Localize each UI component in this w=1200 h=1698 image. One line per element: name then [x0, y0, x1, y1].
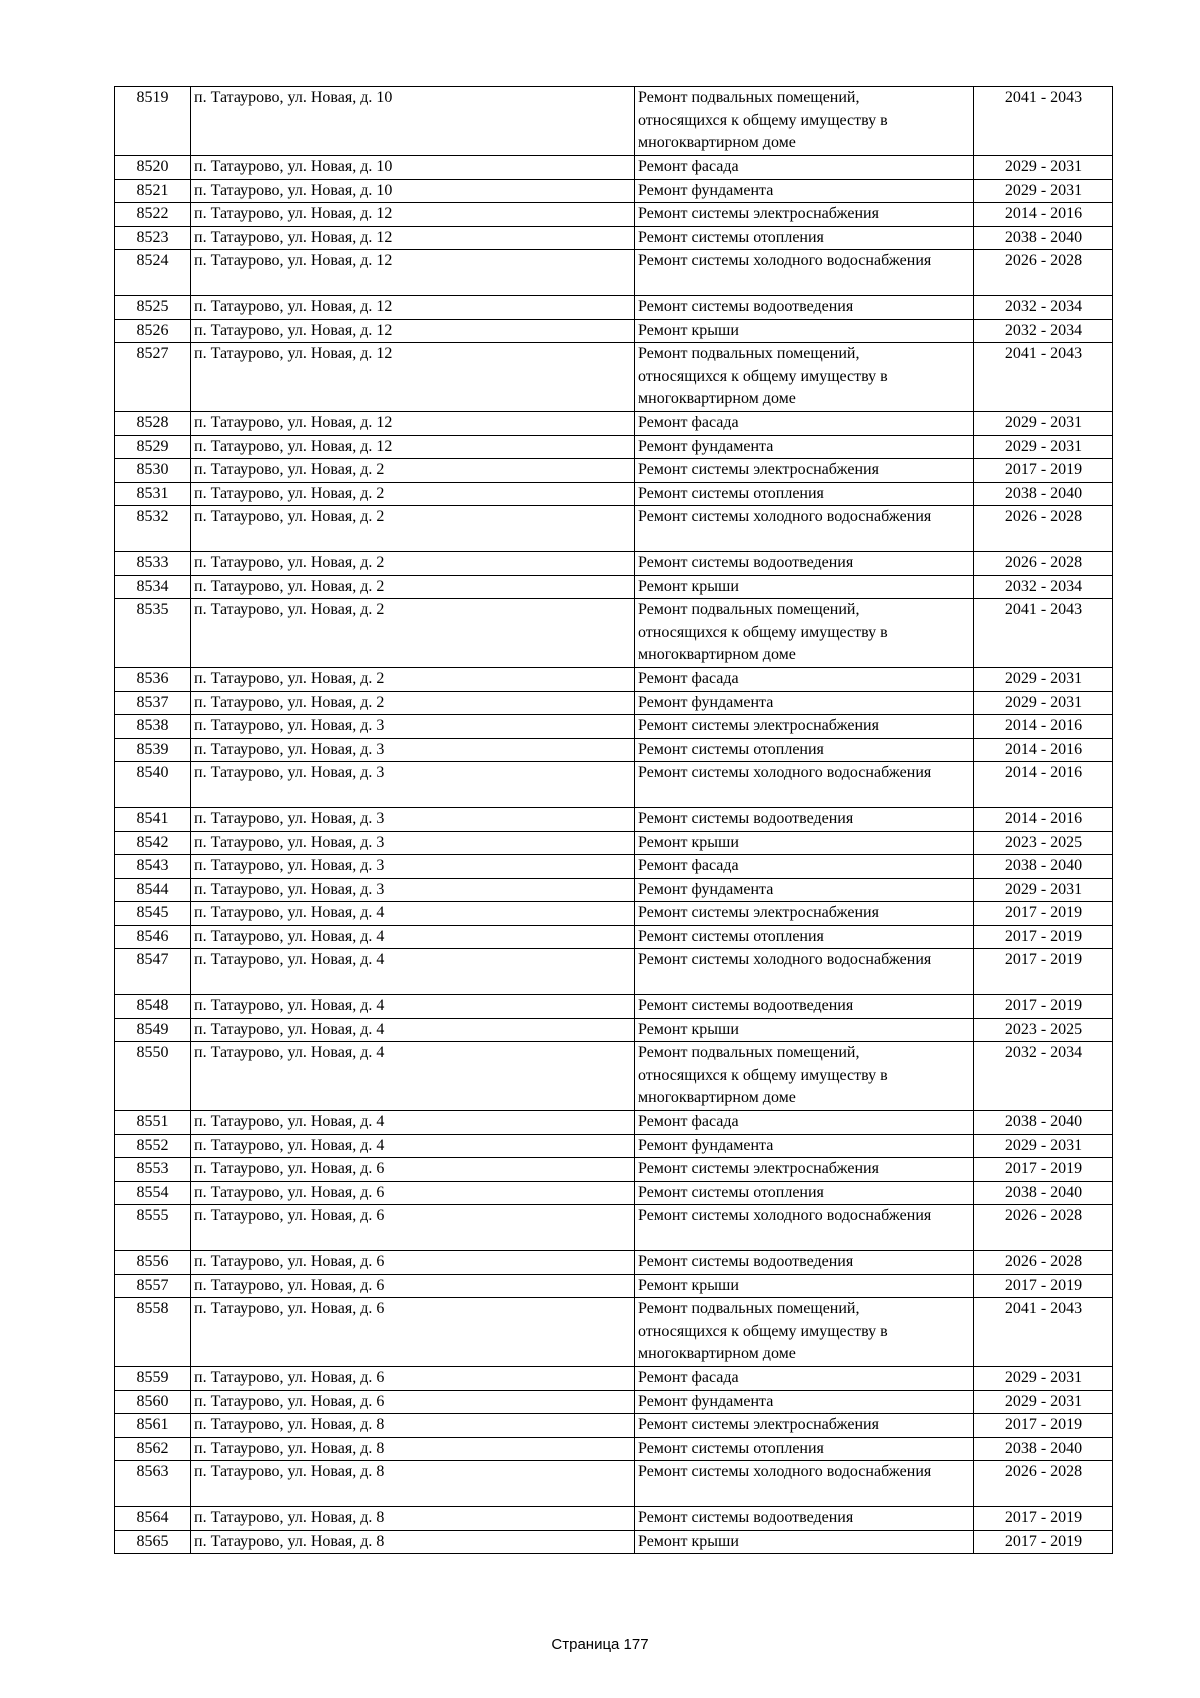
table-row — [115, 1298, 1113, 1367]
cell-period: 2017 - 2019 — [974, 1507, 1113, 1531]
cell-number: 8549 — [115, 1018, 191, 1042]
cell-work-type: Ремонт фундамента — [635, 878, 974, 902]
cell-work-type: Ремонт системы электроснабжения — [635, 1158, 974, 1182]
table-row — [115, 1134, 1113, 1158]
table-row — [115, 1461, 1113, 1507]
cell-work-type: Ремонт системы холодного водоснабжения — [635, 250, 974, 296]
table-row — [115, 1205, 1113, 1251]
cell-work-type: Ремонт крыши — [635, 319, 974, 343]
cell-number: 8534 — [115, 575, 191, 599]
table-row — [115, 1158, 1113, 1182]
cell-number: 8527 — [115, 343, 191, 412]
cell-period: 2029 - 2031 — [974, 878, 1113, 902]
cell-number: 8550 — [115, 1042, 191, 1111]
cell-work-type: Ремонт подвальных помещений, относящихся к общему имуществу в многоквартирном доме — [635, 599, 974, 668]
cell-address: п. Татаурово, ул. Новая, д. 10 — [191, 87, 635, 156]
page-number: Страница 177 — [551, 1636, 649, 1653]
cell-work-type: Ремонт системы отопления — [635, 482, 974, 506]
cell-work-type: Ремонт системы отопления — [635, 1437, 974, 1461]
cell-number: 8554 — [115, 1181, 191, 1205]
cell-number: 8520 — [115, 156, 191, 180]
table-row — [115, 762, 1113, 808]
cell-work-type: Ремонт системы электроснабжения — [635, 459, 974, 483]
cell-address: п. Татаурово, ул. Новая, д. 4 — [191, 1018, 635, 1042]
cell-period: 2041 - 2043 — [974, 599, 1113, 668]
cell-address: п. Татаурово, ул. Новая, д. 12 — [191, 412, 635, 436]
cell-work-type: Ремонт системы электроснабжения — [635, 203, 974, 227]
table-row — [115, 1018, 1113, 1042]
cell-work-type: Ремонт системы водоотведения — [635, 995, 974, 1019]
cell-work-type: Ремонт фундамента — [635, 691, 974, 715]
cell-number: 8563 — [115, 1461, 191, 1507]
cell-address: п. Татаурово, ул. Новая, д. 6 — [191, 1274, 635, 1298]
cell-number: 8538 — [115, 715, 191, 739]
cell-number: 8525 — [115, 296, 191, 320]
cell-address: п. Татаурово, ул. Новая, д. 6 — [191, 1298, 635, 1367]
cell-period: 2017 - 2019 — [974, 902, 1113, 926]
cell-address: п. Татаурово, ул. Новая, д. 8 — [191, 1507, 635, 1531]
cell-number: 8528 — [115, 412, 191, 436]
table-row — [115, 831, 1113, 855]
cell-address: п. Татаурово, ул. Новая, д. 12 — [191, 226, 635, 250]
cell-period: 2038 - 2040 — [974, 1437, 1113, 1461]
table-row — [115, 506, 1113, 552]
table-row — [115, 343, 1113, 412]
cell-number: 8557 — [115, 1274, 191, 1298]
cell-address: п. Татаурово, ул. Новая, д. 2 — [191, 691, 635, 715]
cell-address: п. Татаурово, ул. Новая, д. 3 — [191, 738, 635, 762]
cell-period: 2014 - 2016 — [974, 203, 1113, 227]
cell-address: п. Татаурово, ул. Новая, д. 2 — [191, 575, 635, 599]
table-row — [115, 179, 1113, 203]
cell-work-type: Ремонт системы водоотведения — [635, 1507, 974, 1531]
cell-period: 2026 - 2028 — [974, 1251, 1113, 1275]
cell-period: 2017 - 2019 — [974, 1530, 1113, 1554]
table-row — [115, 459, 1113, 483]
table-row — [115, 1111, 1113, 1135]
cell-work-type: Ремонт системы холодного водоснабжения — [635, 1205, 974, 1251]
cell-address: п. Татаурово, ул. Новая, д. 2 — [191, 482, 635, 506]
cell-period: 2017 - 2019 — [974, 1274, 1113, 1298]
cell-number: 8539 — [115, 738, 191, 762]
cell-address: п. Татаурово, ул. Новая, д. 6 — [191, 1158, 635, 1182]
table-row — [115, 1251, 1113, 1275]
cell-period: 2014 - 2016 — [974, 808, 1113, 832]
table-row — [115, 1414, 1113, 1438]
cell-number: 8552 — [115, 1134, 191, 1158]
cell-number: 8526 — [115, 319, 191, 343]
cell-number: 8558 — [115, 1298, 191, 1367]
cell-address: п. Татаурово, ул. Новая, д. 12 — [191, 343, 635, 412]
cell-number: 8533 — [115, 552, 191, 576]
cell-number: 8545 — [115, 902, 191, 926]
table-row — [115, 226, 1113, 250]
cell-number: 8556 — [115, 1251, 191, 1275]
cell-period: 2038 - 2040 — [974, 1181, 1113, 1205]
cell-period: 2026 - 2028 — [974, 1461, 1113, 1507]
cell-work-type: Ремонт крыши — [635, 1274, 974, 1298]
cell-address: п. Татаурово, ул. Новая, д. 6 — [191, 1181, 635, 1205]
cell-address: п. Татаурово, ул. Новая, д. 2 — [191, 506, 635, 552]
cell-address: п. Татаурово, ул. Новая, д. 2 — [191, 459, 635, 483]
cell-address: п. Татаурово, ул. Новая, д. 12 — [191, 296, 635, 320]
cell-address: п. Татаурово, ул. Новая, д. 10 — [191, 179, 635, 203]
cell-period: 2014 - 2016 — [974, 762, 1113, 808]
cell-work-type: Ремонт системы водоотведения — [635, 808, 974, 832]
cell-number: 8530 — [115, 459, 191, 483]
cell-period: 2041 - 2043 — [974, 343, 1113, 412]
table-row — [115, 296, 1113, 320]
cell-number: 8541 — [115, 808, 191, 832]
table-row — [115, 738, 1113, 762]
cell-work-type: Ремонт фундамента — [635, 435, 974, 459]
cell-period: 2017 - 2019 — [974, 949, 1113, 995]
table-row — [115, 1181, 1113, 1205]
cell-period: 2029 - 2031 — [974, 668, 1113, 692]
cell-number: 8548 — [115, 995, 191, 1019]
cell-period: 2017 - 2019 — [974, 1158, 1113, 1182]
cell-address: п. Татаурово, ул. Новая, д. 10 — [191, 156, 635, 180]
table-row — [115, 435, 1113, 459]
cell-work-type: Ремонт системы водоотведения — [635, 552, 974, 576]
cell-period: 2026 - 2028 — [974, 1205, 1113, 1251]
cell-work-type: Ремонт фасада — [635, 1367, 974, 1391]
cell-address: п. Татаурово, ул. Новая, д. 4 — [191, 949, 635, 995]
cell-period: 2023 - 2025 — [974, 831, 1113, 855]
table-row — [115, 1274, 1113, 1298]
cell-work-type: Ремонт системы электроснабжения — [635, 902, 974, 926]
table-row — [115, 482, 1113, 506]
cell-number: 8555 — [115, 1205, 191, 1251]
cell-number: 8521 — [115, 179, 191, 203]
cell-number: 8522 — [115, 203, 191, 227]
cell-number: 8547 — [115, 949, 191, 995]
table-row — [115, 691, 1113, 715]
cell-period: 2038 - 2040 — [974, 1111, 1113, 1135]
cell-work-type: Ремонт системы отопления — [635, 925, 974, 949]
cell-address: п. Татаурово, ул. Новая, д. 4 — [191, 1134, 635, 1158]
cell-address: п. Татаурово, ул. Новая, д. 6 — [191, 1390, 635, 1414]
cell-period: 2029 - 2031 — [974, 179, 1113, 203]
table-row — [115, 87, 1113, 156]
table-row — [115, 855, 1113, 879]
cell-number: 8546 — [115, 925, 191, 949]
cell-work-type: Ремонт фундамента — [635, 179, 974, 203]
cell-address: п. Татаурово, ул. Новая, д. 3 — [191, 855, 635, 879]
cell-work-type: Ремонт подвальных помещений, относящихся к общему имуществу в многоквартирном доме — [635, 87, 974, 156]
table-row — [115, 599, 1113, 668]
cell-work-type: Ремонт фундамента — [635, 1390, 974, 1414]
cell-work-type: Ремонт системы холодного водоснабжения — [635, 1461, 974, 1507]
table-row — [115, 1390, 1113, 1414]
cell-work-type: Ремонт подвальных помещений, относящихся к общему имуществу в многоквартирном доме — [635, 1298, 974, 1367]
table-row — [115, 995, 1113, 1019]
cell-period: 2026 - 2028 — [974, 506, 1113, 552]
cell-number: 8523 — [115, 226, 191, 250]
cell-period: 2017 - 2019 — [974, 925, 1113, 949]
cell-address: п. Татаурово, ул. Новая, д. 4 — [191, 902, 635, 926]
table-row — [115, 156, 1113, 180]
cell-period: 2029 - 2031 — [974, 156, 1113, 180]
cell-address: п. Татаурово, ул. Новая, д. 8 — [191, 1437, 635, 1461]
table-row — [115, 925, 1113, 949]
cell-work-type: Ремонт системы отопления — [635, 226, 974, 250]
table-row — [115, 902, 1113, 926]
table-row — [115, 1367, 1113, 1391]
cell-number: 8543 — [115, 855, 191, 879]
cell-address: п. Татаурово, ул. Новая, д. 4 — [191, 1111, 635, 1135]
cell-period: 2029 - 2031 — [974, 691, 1113, 715]
table-row — [115, 878, 1113, 902]
cell-work-type: Ремонт подвальных помещений, относящихся к общему имуществу в многоквартирном доме — [635, 343, 974, 412]
cell-period: 2017 - 2019 — [974, 995, 1113, 1019]
cell-work-type: Ремонт фасада — [635, 1111, 974, 1135]
cell-number: 8561 — [115, 1414, 191, 1438]
cell-work-type: Ремонт крыши — [635, 1530, 974, 1554]
cell-work-type: Ремонт системы холодного водоснабжения — [635, 506, 974, 552]
cell-address: п. Татаурово, ул. Новая, д. 3 — [191, 762, 635, 808]
cell-number: 8536 — [115, 668, 191, 692]
cell-address: п. Татаурово, ул. Новая, д. 2 — [191, 668, 635, 692]
cell-address: п. Татаурово, ул. Новая, д. 8 — [191, 1530, 635, 1554]
table-row — [115, 808, 1113, 832]
cell-address: п. Татаурово, ул. Новая, д. 8 — [191, 1461, 635, 1507]
table-row — [115, 250, 1113, 296]
table-row — [115, 319, 1113, 343]
cell-address: п. Татаурово, ул. Новая, д. 4 — [191, 995, 635, 1019]
cell-work-type: Ремонт крыши — [635, 831, 974, 855]
cell-period: 2029 - 2031 — [974, 435, 1113, 459]
cell-period: 2017 - 2019 — [974, 1414, 1113, 1438]
cell-period: 2014 - 2016 — [974, 715, 1113, 739]
cell-number: 8540 — [115, 762, 191, 808]
cell-work-type: Ремонт фасада — [635, 156, 974, 180]
cell-address: п. Татаурово, ул. Новая, д. 2 — [191, 599, 635, 668]
cell-address: п. Татаурово, ул. Новая, д. 3 — [191, 831, 635, 855]
table-row — [115, 1507, 1113, 1531]
table-row — [115, 668, 1113, 692]
cell-number: 8532 — [115, 506, 191, 552]
cell-address: п. Татаурово, ул. Новая, д. 4 — [191, 1042, 635, 1111]
cell-work-type: Ремонт фасада — [635, 668, 974, 692]
cell-period: 2032 - 2034 — [974, 1042, 1113, 1111]
cell-number: 8531 — [115, 482, 191, 506]
cell-number: 8535 — [115, 599, 191, 668]
cell-period: 2032 - 2034 — [974, 575, 1113, 599]
table-row — [115, 715, 1113, 739]
cell-address: п. Татаурово, ул. Новая, д. 3 — [191, 878, 635, 902]
cell-period: 2029 - 2031 — [974, 1367, 1113, 1391]
cell-work-type: Ремонт системы холодного водоснабжения — [635, 762, 974, 808]
cell-work-type: Ремонт фундамента — [635, 1134, 974, 1158]
cell-address: п. Татаурово, ул. Новая, д. 2 — [191, 552, 635, 576]
cell-work-type: Ремонт системы холодного водоснабжения — [635, 949, 974, 995]
cell-period: 2017 - 2019 — [974, 459, 1113, 483]
cell-number: 8559 — [115, 1367, 191, 1391]
cell-work-type: Ремонт системы водоотведения — [635, 296, 974, 320]
cell-work-type: Ремонт крыши — [635, 1018, 974, 1042]
cell-address: п. Татаурово, ул. Новая, д. 12 — [191, 435, 635, 459]
cell-period: 2023 - 2025 — [974, 1018, 1113, 1042]
cell-period: 2026 - 2028 — [974, 552, 1113, 576]
cell-work-type: Ремонт фасада — [635, 412, 974, 436]
cell-address: п. Татаурово, ул. Новая, д. 12 — [191, 203, 635, 227]
table-row — [115, 412, 1113, 436]
cell-number: 8551 — [115, 1111, 191, 1135]
cell-period: 2014 - 2016 — [974, 738, 1113, 762]
cell-period: 2041 - 2043 — [974, 1298, 1113, 1367]
cell-work-type: Ремонт фасада — [635, 855, 974, 879]
cell-number: 8564 — [115, 1507, 191, 1531]
table-row — [115, 552, 1113, 576]
cell-address: п. Татаурово, ул. Новая, д. 12 — [191, 250, 635, 296]
cell-period: 2038 - 2040 — [974, 482, 1113, 506]
cell-address: п. Татаурово, ул. Новая, д. 3 — [191, 715, 635, 739]
cell-period: 2038 - 2040 — [974, 855, 1113, 879]
cell-period: 2029 - 2031 — [974, 1134, 1113, 1158]
cell-number: 8565 — [115, 1530, 191, 1554]
table-body — [115, 87, 1113, 1554]
cell-number: 8560 — [115, 1390, 191, 1414]
cell-address: п. Татаурово, ул. Новая, д. 6 — [191, 1205, 635, 1251]
cell-work-type: Ремонт системы электроснабжения — [635, 1414, 974, 1438]
cell-period: 2029 - 2031 — [974, 412, 1113, 436]
cell-work-type: Ремонт подвальных помещений, относящихся к общему имуществу в многоквартирном доме — [635, 1042, 974, 1111]
cell-number: 8524 — [115, 250, 191, 296]
table-row — [115, 575, 1113, 599]
cell-address: п. Татаурово, ул. Новая, д. 12 — [191, 319, 635, 343]
cell-address: п. Татаурово, ул. Новая, д. 8 — [191, 1414, 635, 1438]
cell-address: п. Татаурово, ул. Новая, д. 6 — [191, 1367, 635, 1391]
cell-period: 2032 - 2034 — [974, 296, 1113, 320]
table-row — [115, 203, 1113, 227]
cell-number: 8529 — [115, 435, 191, 459]
table-row — [115, 1437, 1113, 1461]
cell-number: 8544 — [115, 878, 191, 902]
cell-work-type: Ремонт системы отопления — [635, 1181, 974, 1205]
table-row — [115, 1530, 1113, 1554]
cell-period: 2038 - 2040 — [974, 226, 1113, 250]
cell-address: п. Татаурово, ул. Новая, д. 4 — [191, 925, 635, 949]
cell-work-type: Ремонт системы водоотведения — [635, 1251, 974, 1275]
cell-period: 2026 - 2028 — [974, 250, 1113, 296]
cell-work-type: Ремонт системы отопления — [635, 738, 974, 762]
cell-number: 8562 — [115, 1437, 191, 1461]
cell-work-type: Ремонт крыши — [635, 575, 974, 599]
cell-number: 8519 — [115, 87, 191, 156]
cell-number: 8542 — [115, 831, 191, 855]
cell-address: п. Татаурово, ул. Новая, д. 6 — [191, 1251, 635, 1275]
repair-schedule-table — [114, 86, 1113, 1554]
cell-period: 2032 - 2034 — [974, 319, 1113, 343]
cell-number: 8553 — [115, 1158, 191, 1182]
table-row — [115, 949, 1113, 995]
cell-number: 8537 — [115, 691, 191, 715]
cell-work-type: Ремонт системы электроснабжения — [635, 715, 974, 739]
cell-period: 2041 - 2043 — [974, 87, 1113, 156]
cell-period: 2029 - 2031 — [974, 1390, 1113, 1414]
table-row — [115, 1042, 1113, 1111]
cell-address: п. Татаурово, ул. Новая, д. 3 — [191, 808, 635, 832]
